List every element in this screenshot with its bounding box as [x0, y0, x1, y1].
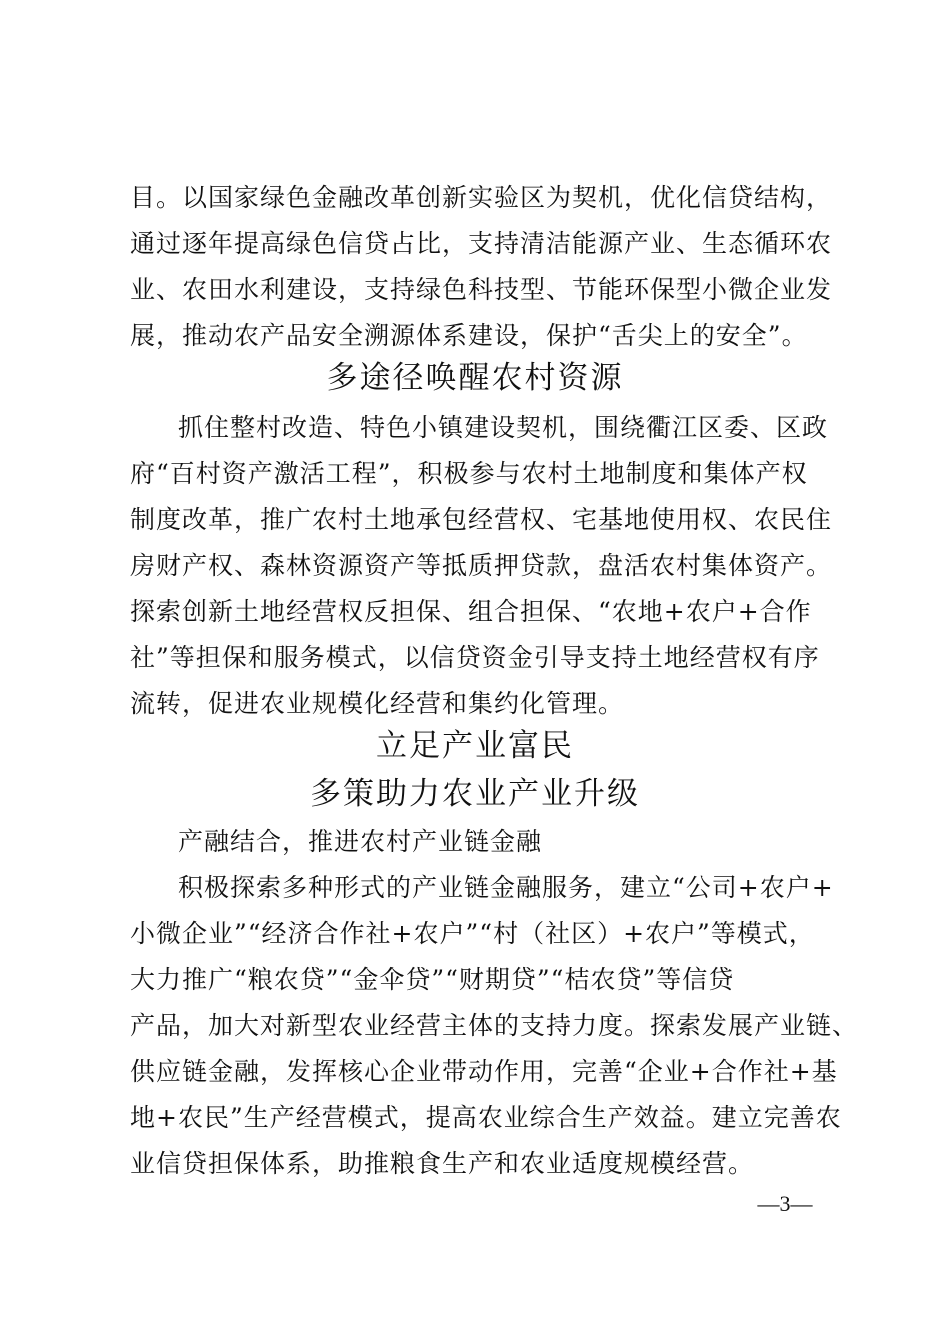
section-heading-line1: 立足产业富民 — [376, 728, 574, 764]
sub-heading: 产融结合，推进农村产业链金融 — [178, 827, 543, 856]
paragraph-line: 制度改革，推广农村土地承包经营权、宅基地使用权、农民住 — [130, 505, 833, 534]
paragraph-line: 探索创新土地经营权反担保、组合担保、“农地+农户+合作 — [130, 597, 812, 626]
section-heading: 多途径唤醒农村资源 — [326, 360, 624, 396]
paragraph-line: 地+农民”生产经营模式，提高农业综合生产效益。建立完善农 — [130, 1103, 842, 1132]
paragraph-line: 供应链金融，发挥核心企业带动作用，完善“企业+合作社+基 — [130, 1057, 838, 1086]
paragraph-line: 府“百村资产激活工程”，积极参与农村土地制度和集体产权 — [130, 459, 808, 488]
paragraph-line: 通过逐年提高绿色信贷占比，支持清洁能源产业、生态循环农 — [130, 229, 833, 258]
section-heading-line2: 多策助力农业产业升级 — [310, 776, 640, 812]
paragraph-line: 目。以国家绿色金融改革创新实验区为契机，优化信贷结构， — [130, 183, 833, 212]
paragraph-line: 业、农田水利建设，支持绿色科技型、节能环保型小微企业发 — [130, 275, 833, 304]
paragraph-line: 房财产权、森林资源资产等抵质押贷款，盘活农村集体资产。 — [130, 551, 833, 580]
paragraph-line: 社”等担保和服务模式，以信贷资金引导支持土地经营权有序 — [130, 643, 820, 672]
paragraph-line: 流转，促进农业规模化经营和集约化管理。 — [130, 689, 625, 718]
paragraph-line: 产品，加大对新型农业经营主体的支持力度。探索发展产业链、 — [130, 1011, 859, 1040]
paragraph-line: 业信贷担保体系，助推粮食生产和农业适度规模经营。 — [130, 1149, 755, 1178]
page-number: —3— — [757, 1191, 813, 1216]
paragraph-line: 大力推广“粮农贷”“金伞贷”“财期贷”“桔农贷”等信贷 — [130, 965, 735, 994]
paragraph-line: 抓住整村改造、特色小镇建设契机，围绕衢江区委、区政 — [178, 413, 829, 442]
paragraph-line: 积极探索多种形式的产业链金融服务，建立“公司+农户+ — [178, 873, 834, 902]
paragraph-line: 小微企业”“经济合作社+农户”“村（社区）+农户”等模式， — [130, 919, 815, 948]
paragraph-line: 展，推动农产品安全溯源体系建设，保护“舌尖上的安全”。 — [130, 321, 808, 350]
